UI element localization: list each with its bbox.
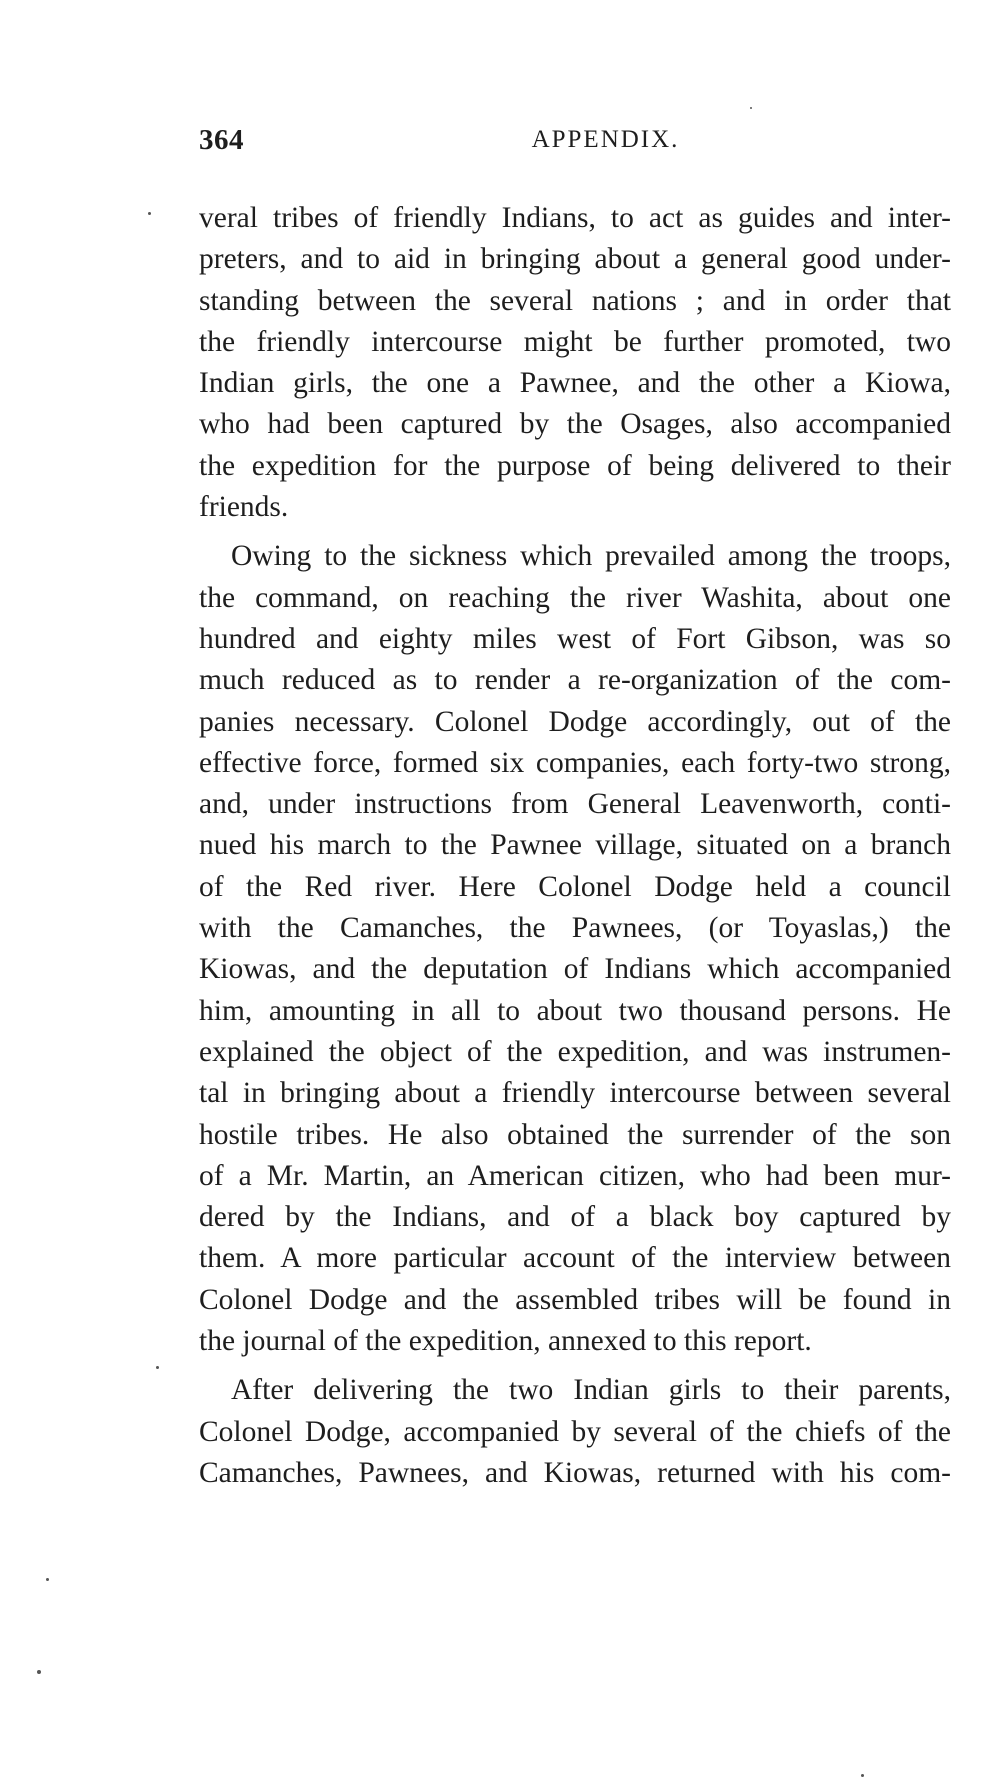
text-line: the journal of the expedition, annexed to this report. (199, 1325, 812, 1358)
text-line: friends. (199, 491, 289, 524)
text-line: of a Mr. Martin, an American citizen, who had been mur- (199, 1159, 951, 1192)
text-line: the command, on reaching the river Washita, about one (199, 581, 951, 614)
scan-speck (46, 1578, 49, 1581)
text-line: the expedition for the purpose of being delivered to their (199, 449, 951, 482)
text-line: dered by the Indians, and of a black boy captured by (199, 1201, 951, 1234)
body-text (199, 198, 951, 1494)
text-line: standing between the several nations ; and in order that (199, 284, 951, 317)
text-line: and, under instructions from General Leavenworth, conti- (199, 788, 951, 821)
paragraph-2 (199, 536, 951, 1362)
scan-speck (148, 212, 151, 215)
text-line: After delivering the two Indian girls to their parents, (231, 1374, 951, 1407)
paragraph-3 (199, 1370, 951, 1494)
text-line: Kiowas, and the deputation of Indians which accompanied (199, 953, 951, 986)
running-head: APPENDIX. (531, 126, 680, 153)
scan-speck (861, 1774, 864, 1777)
text-line: panies necessary. Colonel Dodge accordingly, out of the (199, 705, 951, 738)
text-line: the friendly intercourse might be further promoted, two (199, 325, 951, 358)
paragraph-1 (199, 198, 951, 528)
scan-speck (156, 1366, 159, 1369)
text-line: Indian girls, the one a Pawnee, and the other a Kiowa, (199, 367, 951, 400)
text-line: preters, and to aid in bringing about a general good under- (199, 243, 951, 276)
page-number: 364 (199, 124, 244, 156)
text-line: nued his march to the Pawnee village, situated on a branch (199, 829, 951, 862)
text-line: hundred and eighty miles west of Fort Gibson, was so (199, 622, 951, 655)
text-line: him, amounting in all to about two thousand persons. He (199, 994, 951, 1027)
text-line: Colonel Dodge and the assembled tribes will be found in (199, 1283, 951, 1316)
text-line: hostile tribes. He also obtained the surrender of the son (199, 1118, 951, 1151)
text-line: Camanches, Pawnees, and Kiowas, returned with his com- (199, 1456, 951, 1489)
text-line: Colonel Dodge, accompanied by several of the chiefs of the (199, 1415, 951, 1448)
text-line: of the Red river. Here Colonel Dodge held a council (199, 870, 951, 903)
text-line: Owing to the sickness which prevailed among the troops, (231, 540, 951, 573)
page-header (199, 124, 952, 164)
text-line: them. A more particular account of the interview between (199, 1242, 951, 1275)
scan-speck (37, 1670, 41, 1674)
text-line: effective force, formed six companies, each forty-two strong, (199, 746, 951, 779)
scan-speck (750, 107, 752, 109)
text-line: much reduced as to render a re-organization of the com- (199, 664, 951, 697)
text-line: tal in bringing about a friendly intercourse between several (199, 1077, 951, 1110)
text-line: veral tribes of friendly Indians, to act as guides and inter- (199, 202, 951, 234)
text-line: explained the object of the expedition, and was instrumen- (199, 1035, 951, 1068)
text-line: who had been captured by the Osages, also accompanied (199, 408, 951, 441)
text-line: with the Camanches, the Pawnees, (or Toyaslas,) the (199, 912, 951, 945)
